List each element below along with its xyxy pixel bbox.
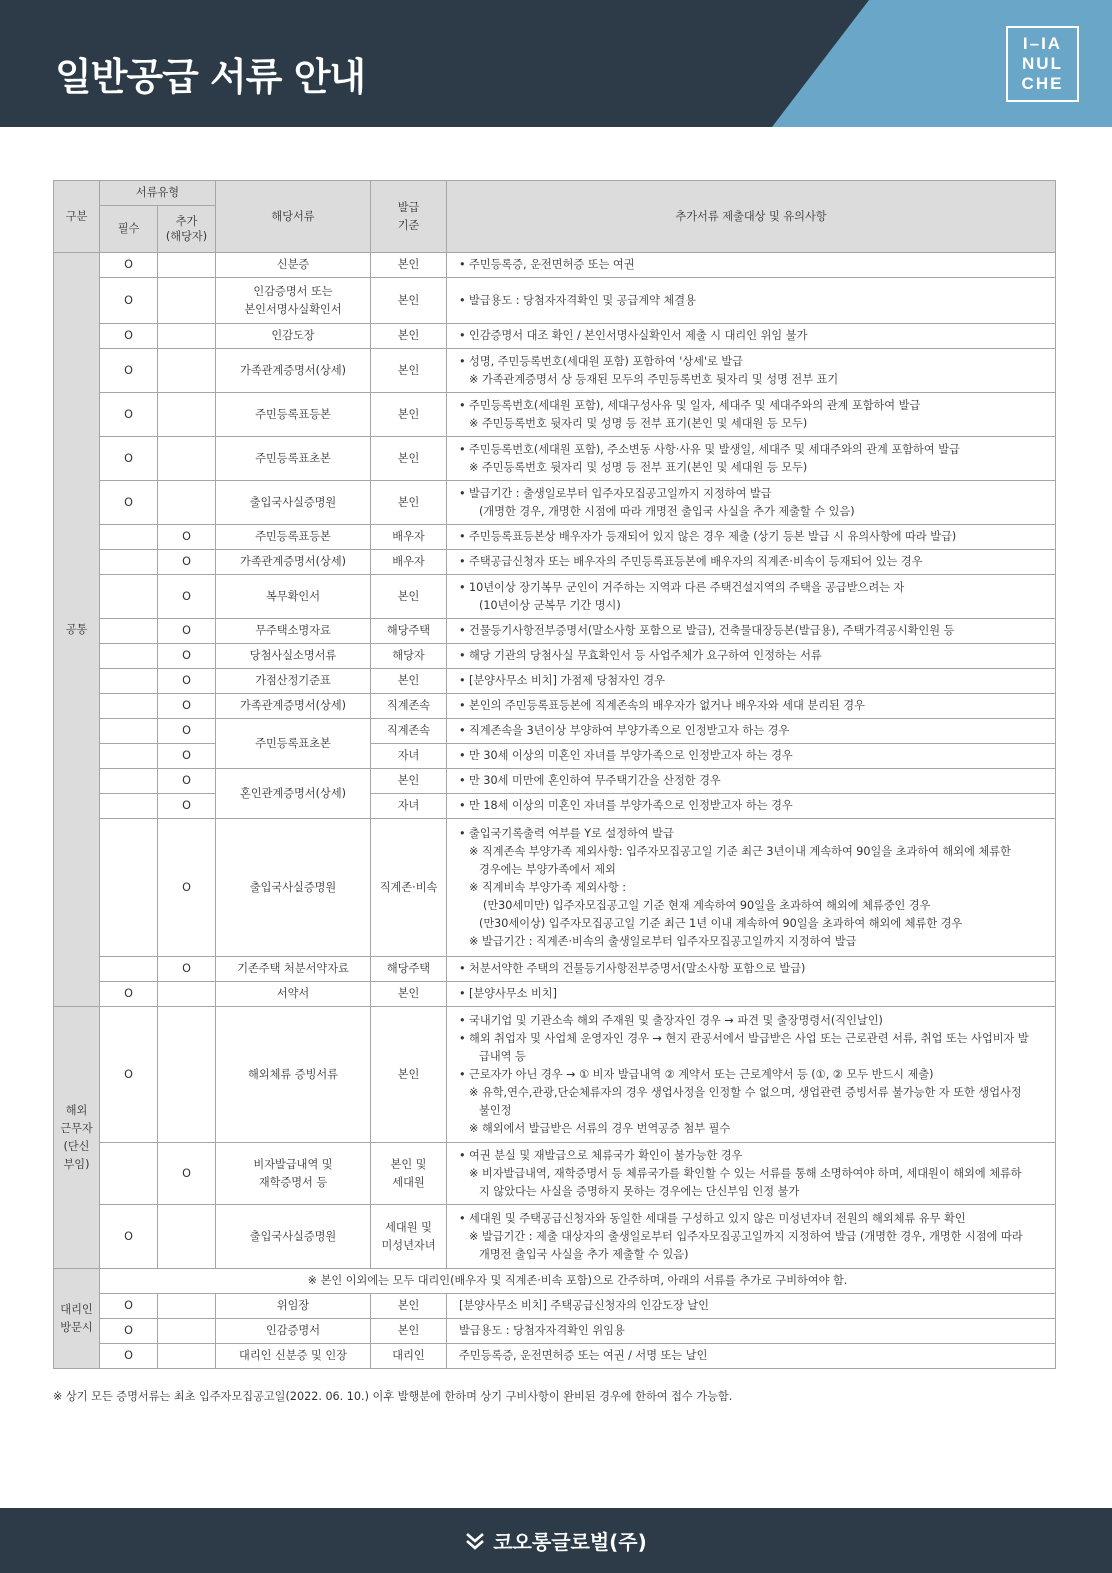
page-footer xyxy=(0,1508,1112,1573)
cell-req xyxy=(100,694,158,719)
cell-issuer: 해당자 xyxy=(371,644,447,669)
cell-add xyxy=(158,1344,216,1369)
table-row xyxy=(54,437,1056,481)
cell-req: O xyxy=(100,1205,158,1269)
header-issuer: 발급 기준 xyxy=(371,181,447,253)
note-line: 급내역 등 xyxy=(479,1049,526,1063)
note-line: • 근로자가 아닌 경우 → ① 비자 발급내역 ② 계약서 또는 근로계약서 등 (①, ② 모두 반드시 제출) xyxy=(459,1066,1049,1084)
cell-add: O xyxy=(158,794,216,819)
cell-doc: 출입국사실증명원 xyxy=(216,1205,371,1269)
cell-doc: 서약서 xyxy=(216,982,371,1007)
note-line: 주민등록증, 운전면허증 또는 여권 / 서명 또는 날인 xyxy=(447,1344,1056,1369)
note-line: • 인감증명서 대조 확인 / 본인서명사실확인서 제출 시 대리인 위임 불가 xyxy=(459,327,1049,345)
cell-req xyxy=(100,819,158,957)
table-row xyxy=(54,525,1056,550)
cell-add: O xyxy=(158,669,216,694)
table-row xyxy=(54,982,1056,1007)
cell-add: O xyxy=(158,769,216,794)
cell-doc: 주민등록표초본 xyxy=(216,437,371,481)
cell-issuer: 본인 xyxy=(371,278,447,324)
note-line: • 여권 분실 및 재발급으로 체류국가 확인이 불가능한 경우 xyxy=(459,1147,1049,1165)
note-line: • [분양사무소 비치] xyxy=(459,985,1049,1003)
note-line: • 건물등기사항전부증명서(말소사항 포함으로 발급), 건축물대장등본(발급용), 주택가격공시확인원 등 xyxy=(459,622,1049,640)
note-line: • 성명, 주민등록번호(세대원 포함) 포함하여 '상세'로 발급 xyxy=(459,353,1049,371)
cell-req: O xyxy=(100,393,158,437)
cell-issuer: 본인 xyxy=(371,393,447,437)
table-row xyxy=(54,794,1056,819)
table-row xyxy=(54,253,1056,278)
note-line: (10년이상 군복무 기간 명시) xyxy=(479,598,621,612)
note-line: [분양사무소 비치] 주택공급신청자의 인감도장 날인 xyxy=(447,1294,1056,1319)
header-required: 필수 xyxy=(100,206,158,253)
cell-issuer: 자녀 xyxy=(371,794,447,819)
cell-req: O xyxy=(100,278,158,324)
note-line: • 출입국기록출력 여부를 Y로 설정하여 발급 xyxy=(459,825,1049,843)
table-row xyxy=(54,393,1056,437)
cell-req xyxy=(100,619,158,644)
note-line: ※ 해외에서 발급받은 서류의 경우 번역공증 첨부 필수 xyxy=(469,1121,731,1135)
cell-issuer: 세대원 및 미성년자녀 xyxy=(371,1205,447,1269)
table-row xyxy=(54,1319,1056,1344)
cell-issuer: 배우자 xyxy=(371,525,447,550)
cell-doc: 위임장 xyxy=(216,1294,371,1319)
table-row xyxy=(54,619,1056,644)
table-row xyxy=(54,694,1056,719)
table-row xyxy=(54,550,1056,575)
cell-req: O xyxy=(100,481,158,525)
table-row xyxy=(54,481,1056,525)
cell-issuer: 본인 xyxy=(371,669,447,694)
cell-add: O xyxy=(158,957,216,982)
table-row xyxy=(54,719,1056,744)
note-line: • 세대원 및 주택공급신청자와 동일한 세대를 구성하고 있지 않은 미성년자녀 전원의 해외체류 유무 확인 xyxy=(459,1210,1049,1228)
note-line: 지 않았다는 사실을 증명하지 못하는 경우에는 단신부임 인정 불가 xyxy=(479,1184,800,1198)
cell-issuer: 직계존속 xyxy=(371,694,447,719)
note-line: • 10년이상 장기복무 군인이 거주하는 지역과 다른 주택건설지역의 주택을 공급받으려는 자 xyxy=(459,579,1049,597)
cell-req: O xyxy=(100,1007,158,1143)
logo-line-1: I–IA xyxy=(1022,34,1063,53)
table-row xyxy=(54,1205,1056,1269)
cell-issuer: 해당주택 xyxy=(371,619,447,644)
header-document: 해당서류 xyxy=(216,181,371,253)
cell-issuer: 본인 xyxy=(371,437,447,481)
cell-doc: 비자발급내역 및 재학증명서 등 xyxy=(216,1143,371,1205)
note-line: • 주민등록번호(세대원 포함), 세대구성사유 및 일자, 세대주 및 세대주와의 관계 포함하여 발급 xyxy=(459,397,1049,415)
note-line: • 직계존속을 3년이상 부양하여 부양가족으로 인정받고자 하는 경우 xyxy=(459,722,1049,740)
table-row xyxy=(54,278,1056,324)
cell-req: O xyxy=(100,324,158,349)
table-row xyxy=(54,349,1056,393)
cell-add xyxy=(158,349,216,393)
note-line: 경우에는 부양가족에서 제외 xyxy=(479,862,616,876)
note-line: ※ 발급기간 : 제출 대상자의 출생일로부터 입주자모집공고일까지 지정하여 발급 (개명한 경우, 개명한 시점에 따라 xyxy=(469,1229,1023,1243)
cell-issuer: 자녀 xyxy=(371,744,447,769)
table-row xyxy=(54,669,1056,694)
logo-line-3: CHE xyxy=(1021,74,1064,93)
cell-issuer: 본인 xyxy=(371,349,447,393)
cell-req: O xyxy=(100,982,158,1007)
note-line: • 처분서약한 주택의 건물등기사항전부증명서(말소사항 포함으로 발급) xyxy=(459,960,1049,978)
cell-doc: 복무확인서 xyxy=(216,575,371,619)
cell-doc: 가족관계증명서(상세) xyxy=(216,349,371,393)
page-title: 일반공급 서류 안내 xyxy=(55,55,366,99)
cell-add: O xyxy=(158,525,216,550)
cell-add xyxy=(158,982,216,1007)
note-line: ※ 주민등록번호 뒷자리 및 성명 등 전부 표기(본인 및 세대원 등 모두) xyxy=(469,460,808,474)
note-line: • 본인의 주민등록표등본에 직계존속의 배우자가 없거나 배우자와 세대 분리된 경우 xyxy=(459,697,1049,715)
note-line: ※ 직계존속 부양가족 제외사항: 입주자모집공고일 기준 최근 3년이내 계속하여 90일을 초과하여 해외에 체류한 xyxy=(469,844,1011,858)
note-line: • 발급용도 : 당첨자자격확인 및 공급계약 체결용 xyxy=(459,292,1049,310)
footer-brand-name: 코오롱글로벌(주) xyxy=(493,1530,647,1554)
table-row xyxy=(54,1269,1056,1294)
cell-add: O xyxy=(158,694,216,719)
header-notes: 추가서류 제출대상 및 유의사항 xyxy=(447,181,1056,253)
cell-issuer: 본인 xyxy=(371,253,447,278)
cell-doc: 대리인 신분증 및 인장 xyxy=(216,1344,371,1369)
cell-issuer: 본인 xyxy=(371,324,447,349)
note-line: ※ 발급기간 : 직계존·비속의 출생일로부터 입주자모집공고일까지 지정하여 발급 xyxy=(469,934,857,948)
table-row xyxy=(54,324,1056,349)
cell-issuer: 직계존속 xyxy=(371,719,447,744)
cell-add: O xyxy=(158,719,216,744)
group-label: 해외 근무자 (단신 부임) xyxy=(54,1007,100,1269)
note-line: 발급용도 : 당첨자자격확인 위임용 xyxy=(447,1319,1056,1344)
cell-add: O xyxy=(158,619,216,644)
cell-doc: 가점산정기준표 xyxy=(216,669,371,694)
header-additional: 추가 (해당자) xyxy=(158,206,216,253)
note-line: ※ 가족관계증명서 상 등재된 모두의 주민등록번호 뒷자리 및 성명 전부 표기 xyxy=(469,372,839,386)
cell-req: O xyxy=(100,1294,158,1319)
cell-req xyxy=(100,525,158,550)
note-line: ※ 주민등록번호 뒷자리 및 성명 등 전부 표기(본인 및 세대원 등 모두) xyxy=(469,416,808,430)
note-line: (개명한 경우, 개명한 시점에 따라 개명전 출입국 사실을 추가 제출할 수 있음) xyxy=(479,504,855,518)
page-header xyxy=(0,0,1112,127)
cell-req xyxy=(100,719,158,744)
cell-doc: 신분증 xyxy=(216,253,371,278)
cell-add xyxy=(158,481,216,525)
cell-issuer: 본인 xyxy=(371,769,447,794)
note-line: • 주민등록증, 운전면허증 또는 여권 xyxy=(459,256,1049,274)
cell-req xyxy=(100,769,158,794)
table-row xyxy=(54,644,1056,669)
cell-doc: 주민등록표초본 xyxy=(216,719,371,769)
cell-req xyxy=(100,669,158,694)
cell-add xyxy=(158,253,216,278)
cell-issuer: 직계존·비속 xyxy=(371,819,447,957)
cell-add xyxy=(158,324,216,349)
cell-doc: 가족관계증명서(상세) xyxy=(216,694,371,719)
cell-doc: 기존주택 처분서약자료 xyxy=(216,957,371,982)
cell-doc: 출입국사실증명원 xyxy=(216,819,371,957)
note-line: (만30세미만) 입주자모집공고일 기준 현재 계속하여 90일을 초과하여 해외에 체류중인 경우 xyxy=(483,898,931,912)
cell-add: O xyxy=(158,550,216,575)
cell-doc: 주민등록표등본 xyxy=(216,393,371,437)
note-line: • 주민등록번호(세대원 포함), 주소변동 사항·사유 및 발생일, 세대주 및 세대주와의 관계 포함하여 발급 xyxy=(459,441,1049,459)
note-line: • 발급기간 : 출생일로부터 입주자모집공고일까지 지정하여 발급 xyxy=(459,485,1049,503)
table-row xyxy=(54,1007,1056,1143)
cell-doc: 출입국사실증명원 xyxy=(216,481,371,525)
table-row xyxy=(54,744,1056,769)
table-row xyxy=(54,1143,1056,1205)
cell-req xyxy=(100,575,158,619)
cell-issuer: 대리인 xyxy=(371,1344,447,1369)
cell-add: O xyxy=(158,575,216,619)
table-row xyxy=(54,1294,1056,1319)
cell-add xyxy=(158,278,216,324)
cell-req: O xyxy=(100,253,158,278)
note-line: • 주민등록표등본상 배우자가 등재되어 있지 않은 경우 제출 (상기 등본 발급 시 유의사항에 따라 발급) xyxy=(459,528,1049,546)
note-line: 불인정 xyxy=(479,1103,512,1117)
cell-doc: 해외체류 증빙서류 xyxy=(216,1007,371,1143)
note-line: • 주택공급신청자 또는 배우자의 주민등록표등본에 배우자의 직계존·비속이 등재되어 있는 경우 xyxy=(459,553,1049,571)
cell-req xyxy=(100,957,158,982)
cell-add: O xyxy=(158,644,216,669)
cell-add xyxy=(158,437,216,481)
table-row xyxy=(54,575,1056,619)
cell-req: O xyxy=(100,1319,158,1344)
note-line: • 국내기업 및 기관소속 해외 주재원 및 출장자인 경우 → 파견 및 출장명령서(직인날인) xyxy=(459,1012,1049,1030)
cell-req xyxy=(100,644,158,669)
cell-add xyxy=(158,393,216,437)
cell-doc: 혼인관계증명서(상세) xyxy=(216,769,371,819)
cell-add xyxy=(158,1205,216,1269)
kolon-logo-icon xyxy=(465,1532,485,1550)
cell-add xyxy=(158,1319,216,1344)
cell-add: O xyxy=(158,744,216,769)
cell-doc: 인감도장 xyxy=(216,324,371,349)
cell-req xyxy=(100,794,158,819)
cell-add xyxy=(158,1007,216,1143)
cell-doc: 무주택소명자료 xyxy=(216,619,371,644)
cell-add: O xyxy=(158,819,216,957)
group-label: 대리인 방문시 xyxy=(54,1269,100,1369)
cell-issuer: 본인 xyxy=(371,1294,447,1319)
cell-add: O xyxy=(158,1143,216,1205)
proxy-notice: ※ 본인 이외에는 모두 대리인(배우자 및 직계존·비속 포함)으로 간주하며, 아래의 서류를 추가로 구비하여야 함. xyxy=(100,1269,1056,1294)
cell-doc: 당첨사실소명서류 xyxy=(216,644,371,669)
note-line: ※ 비자발급내역, 재학증명서 등 체류국가를 확인할 수 있는 서류를 통해 소명하여야 하며, 세대원이 해외에 체류하 xyxy=(469,1166,1022,1180)
cell-issuer: 본인 xyxy=(371,481,447,525)
cell-doc: 인감증명서 xyxy=(216,1319,371,1344)
cell-issuer: 본인 및 세대원 xyxy=(371,1143,447,1205)
cell-issuer: 본인 xyxy=(371,1319,447,1344)
cell-issuer: 본인 xyxy=(371,982,447,1007)
table-row xyxy=(54,957,1056,982)
cell-add xyxy=(158,1294,216,1319)
cell-req xyxy=(100,744,158,769)
cell-req: O xyxy=(100,1344,158,1369)
note-line: • 만 30세 이상의 미혼인 자녀를 부양가족으로 인정받고자 하는 경우 xyxy=(459,747,1049,765)
note-line: (만30세이상) 입주자모집공고일 기준 최근 1년 이내 계속하여 90일을 초과하여 해외에 체류한 경우 xyxy=(479,916,963,930)
table-row xyxy=(54,1344,1056,1369)
footnote: ※ 상기 모든 증명서류는 최초 입주자모집공고일(2022. 06. 10.) 이후 발행분에 한하며 상기 구비사항이 완비된 경우에 한하여 접수 가능함. xyxy=(53,1390,733,1403)
cell-req: O xyxy=(100,437,158,481)
hanulche-logo xyxy=(1006,26,1079,102)
header-doc-type: 서류유형 xyxy=(100,181,216,206)
note-line: 개명전 출입국 사실을 추가 제출할 수 있음) xyxy=(479,1247,689,1261)
table-row xyxy=(54,769,1056,794)
cell-issuer: 배우자 xyxy=(371,550,447,575)
note-line: • 해외 취업자 및 사업체 운영자인 경우 → 현지 관공서에서 발급받은 사업 또는 근로관련 서류, 취업 또는 사업비자 발 xyxy=(459,1030,1049,1048)
cell-issuer: 해당주택 xyxy=(371,957,447,982)
cell-req xyxy=(100,550,158,575)
note-line: • [분양사무소 비치] 가점제 당첨자인 경우 xyxy=(459,672,1049,690)
note-line: • 만 30세 미만에 혼인하여 무주택기간을 산정한 경우 xyxy=(459,772,1049,790)
footer-brand xyxy=(465,1526,647,1555)
table-row xyxy=(54,819,1056,957)
cell-issuer: 본인 xyxy=(371,1007,447,1143)
cell-req: O xyxy=(100,349,158,393)
group-label: 공통 xyxy=(54,253,100,1007)
note-line: ※ 직계비속 부양가족 제외사항 : xyxy=(469,880,627,894)
cell-issuer: 본인 xyxy=(371,575,447,619)
note-line: ※ 유학,연수,관광,단순체류자의 경우 생업사정을 인정할 수 없으며, 생업관련 증빙서류 불가능한 자 또한 생업사정 xyxy=(469,1085,1022,1099)
note-line: • 만 18세 이상의 미혼인 자녀를 부양가족으로 인정받고자 하는 경우 xyxy=(459,797,1049,815)
logo-line-2: NUL xyxy=(1022,54,1063,73)
cell-doc: 가족관계증명서(상세) xyxy=(216,550,371,575)
note-line: • 해당 기관의 당첨사실 무효확인서 등 사업주체가 요구하여 인정하는 서류 xyxy=(459,647,1049,665)
cell-req xyxy=(100,1143,158,1205)
cell-doc: 주민등록표등본 xyxy=(216,525,371,550)
header-category: 구분 xyxy=(54,181,100,253)
documents-table xyxy=(53,180,1056,1369)
cell-doc: 인감증명서 또는 본인서명사실확인서 xyxy=(216,278,371,324)
